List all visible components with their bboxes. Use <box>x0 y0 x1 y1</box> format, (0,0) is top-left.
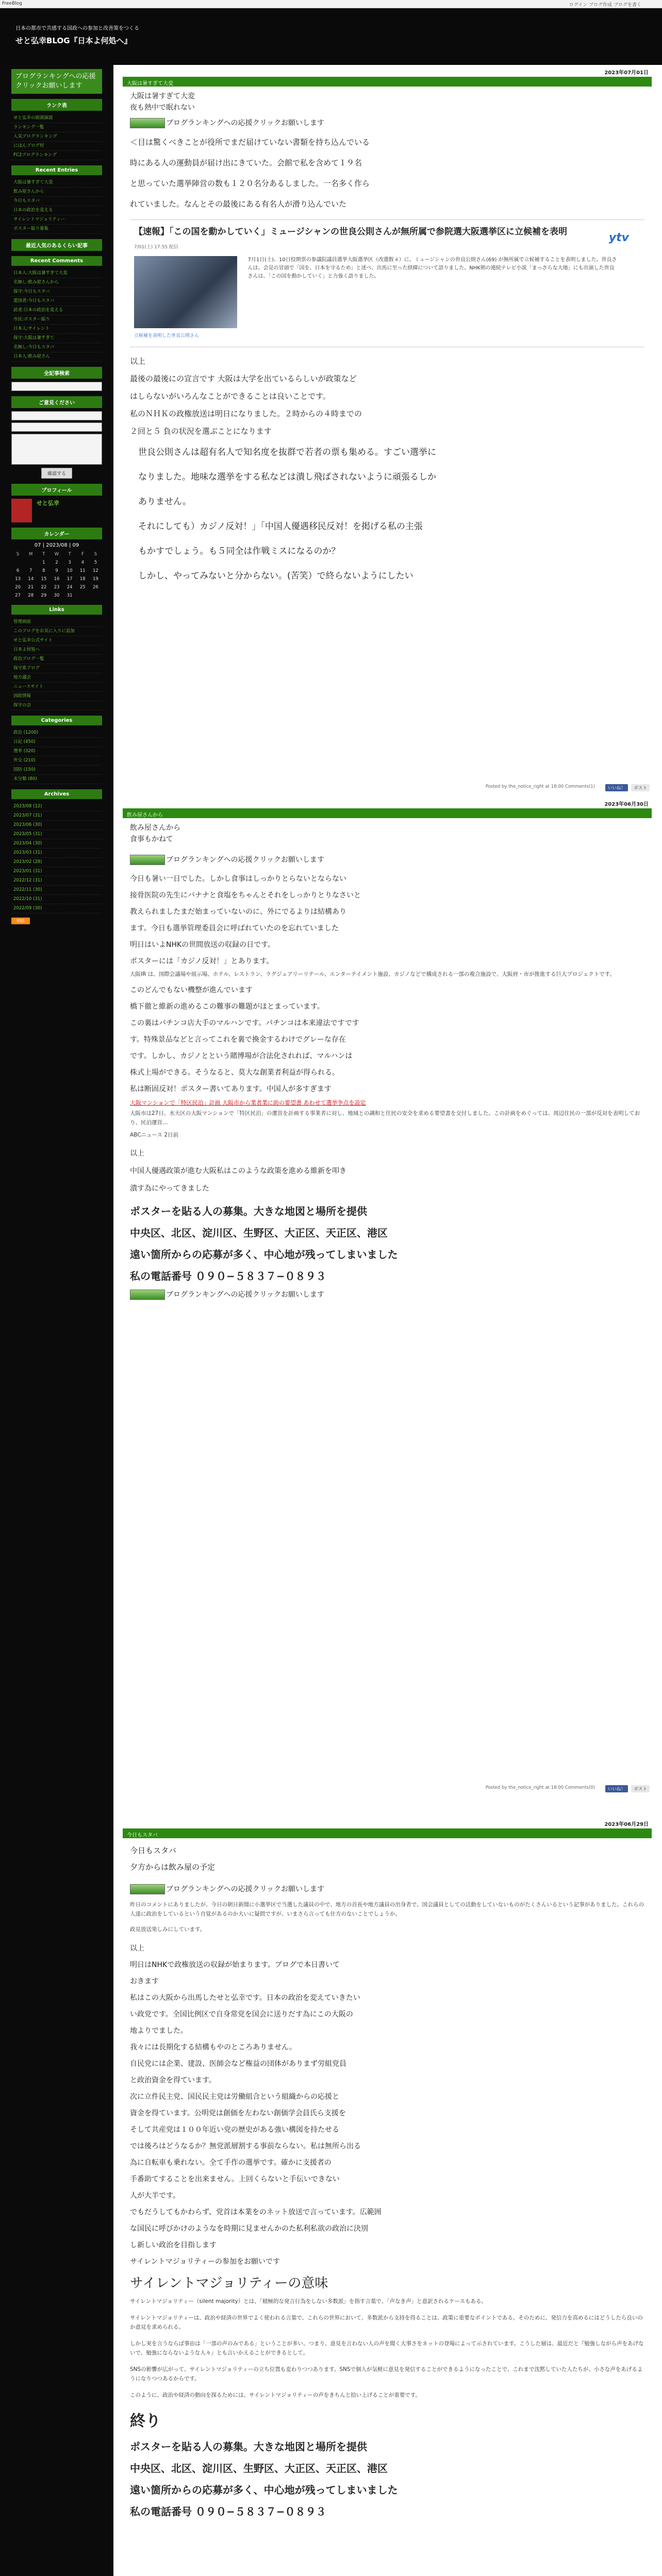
calendar-day[interactable]: 5 <box>94 560 97 565</box>
post-line: そして共産党は１００年近い党の歴史がある強い構図を持たせる <box>130 2126 339 2134</box>
link-item[interactable]: 管理画面 <box>11 618 102 627</box>
post-footer <box>123 1785 652 1793</box>
news-embed[interactable] <box>130 219 644 347</box>
post-line: 明日はいよNHKの世間放送の収録の日です。 <box>130 941 275 949</box>
sidebar-heading-rank: ランク表 <box>11 99 102 111</box>
category-item[interactable]: 外交 (210) <box>11 756 102 766</box>
calendar-day[interactable]: 18 <box>79 577 86 582</box>
ranking-link[interactable]: ブログランキングへの応援クリックお願いします <box>166 1885 325 1893</box>
calendar-day[interactable]: 26 <box>93 585 98 590</box>
post-emphasis: 遠い箇所からの応募が多く、中心地が残ってしまいました <box>130 2484 398 2496</box>
post-line: ありません。 <box>138 497 192 507</box>
post-line: 最後の最後にの宣言です 大阪は大学を出ているらしいが政策など <box>130 374 357 383</box>
calendar-day[interactable]: 30 <box>54 593 60 598</box>
calendar-day[interactable]: 1 <box>42 560 45 565</box>
post-line: 夕方からは飲み屋の予定 <box>130 1862 216 1872</box>
archive-item[interactable]: 2023/03 (31) <box>11 849 102 858</box>
sidebar-heading-recent-entries: Recent Entries <box>11 165 102 175</box>
link-item[interactable]: 国政情報 <box>11 692 102 701</box>
link-item[interactable]: このブログをお気に入りに追加 <box>11 627 102 636</box>
post-meta[interactable]: Posted by the_notice_right at 18:00 Comments(0) <box>485 1785 595 1790</box>
post-line: 地よりでました。 <box>130 2027 188 2035</box>
calendar-day[interactable]: 15 <box>41 577 47 582</box>
post-line: はしらないがいろんなことができることは良いことです。 <box>130 392 330 401</box>
post-line: 人が大半です。 <box>130 2192 180 2200</box>
post-line: 飲み屋さんから <box>130 824 180 832</box>
recent-comments-list <box>11 269 102 362</box>
top-toolbar <box>0 0 662 8</box>
rank-item[interactable]: ランキング一覧 <box>11 123 102 132</box>
rank-item[interactable]: 人気ブログランキング <box>11 132 102 142</box>
archive-item[interactable]: 2023/05 (31) <box>11 830 102 839</box>
category-item[interactable]: 政治 (1200) <box>11 728 102 738</box>
calendar-day[interactable]: 20 <box>15 585 21 590</box>
profile-name[interactable]: せと弘幸 <box>36 500 59 506</box>
post-emphasis: ポスターを貼る人の募集。大きな地図と場所を提供 <box>130 2441 367 2453</box>
blog-post <box>123 799 652 1304</box>
calendar-day[interactable]: 23 <box>54 585 60 590</box>
blog-title[interactable]: せと弘幸BLOG『日本よ何処へ』 <box>15 36 132 45</box>
post-emphasis: 私の電話番号 ０９０−５８３７−０８９３ <box>130 2505 326 2518</box>
mail-submit-button[interactable]: 確認する <box>41 468 72 479</box>
calendar-day[interactable]: 31 <box>67 593 73 598</box>
recent-comment[interactable]: 愛国者:今日もスタバ <box>11 297 102 306</box>
news-summary: 大阪市は27日、水天区の大阪マンションで「特区民泊」の運営を計画する事業者に対し、地域との調和と住民の安全を求める要望書を交付しました。この計画をめぐっては、周辺住民の一部が反対を表明しており、民泊運営… <box>130 1110 640 1126</box>
recent-entry[interactable]: 大阪は暑すぎて大変 <box>11 178 102 188</box>
recent-comment[interactable]: 保守:大阪は暑すぎて <box>11 334 102 343</box>
ranking-link[interactable]: ブログランキングへの応援クリックお願いします <box>166 119 325 127</box>
calendar <box>11 550 102 600</box>
category-item[interactable]: 選挙 (320) <box>11 747 102 756</box>
calendar-day[interactable]: 7 <box>29 568 32 573</box>
rank-item[interactable]: せと弘幸の街頭演説 <box>11 114 102 123</box>
post-paragraph: サイレントマジョリティー（silent majority）とは、「積極的な発言行為をしない多数派」を指す言葉で、「声なき声」と意訳されるケースもある。 <box>130 2298 487 2304</box>
post-line: 大阪は暑すぎて大変 <box>130 92 195 100</box>
links-list <box>11 618 102 710</box>
calendar-weekday: S <box>16 552 20 557</box>
section-heading: サイレントマジョリティーの意味 <box>130 2276 328 2291</box>
calendar-day[interactable]: 21 <box>28 585 34 590</box>
calendar-day[interactable]: 25 <box>79 585 86 590</box>
archive-item[interactable]: 2023/04 (30) <box>11 839 102 849</box>
mail-name-field[interactable] <box>11 411 102 420</box>
news-logo: ytv <box>608 231 629 244</box>
recent-comment[interactable]: 日本人:大阪は暑すぎて大変 <box>11 269 102 278</box>
calendar-day[interactable]: 17 <box>67 577 73 582</box>
calendar-day[interactable]: 14 <box>28 577 34 582</box>
post-line: 世良公則さんは超有名人で知名度を抜群で若者の票も集める。すごい選挙に <box>138 447 436 457</box>
sidebar-heading-profile: プロフィール <box>11 484 102 496</box>
post-line: 中国人優遇政策が進む大阪私はこのような政策を進める維新を叩き <box>130 1167 346 1175</box>
news-link[interactable]: 大阪マンションで「特区民泊」計画 大阪市から業者業に助の要望書 あわせて選挙争点を設定 <box>130 1099 366 1106</box>
news-source: ABCニュース 2日前 <box>130 1132 179 1138</box>
recent-entry[interactable]: 日本の政治を変える <box>11 206 102 215</box>
post-line: 資金を得ています。公明党は創価を左わない創価学会員氏ら支援を <box>130 2109 346 2117</box>
archive-item[interactable]: 2022/10 (31) <box>11 895 102 904</box>
post-line: この裏はパチンコ店大手のマルハンです。パチンコは本来違法ですです <box>130 1019 359 1027</box>
calendar-day[interactable]: 13 <box>15 577 21 582</box>
calendar-day[interactable] <box>89 591 102 600</box>
post-line: 株式上場ができる。そうなると、莫大な創業者利益が得られる。 <box>130 1069 339 1077</box>
news-thumbnail[interactable] <box>134 256 237 328</box>
post-line: 以上 <box>130 357 146 366</box>
post-date: 2023年06月30日 <box>604 802 649 807</box>
sidebar-heading-calendar: カレンダー <box>11 528 102 539</box>
archive-item[interactable]: 2023/01 (31) <box>11 867 102 876</box>
recent-comment[interactable]: 日本人:飲み屋さん <box>11 352 102 362</box>
facebook-like-button[interactable]: いいね！ <box>605 784 628 791</box>
post-paragraph: SNSの影響が広がって、サイレントマジョリティーの立ち位置も変わりつつあります。SNSで個人が気軽に意見を発信することができるようになったことで、これまで沈黙していた人たちが、小さな声をあげるようになりつつあるからです。 <box>130 2366 643 2382</box>
link-item[interactable]: 日本よ何処へ <box>11 646 102 655</box>
archives-list <box>11 802 102 913</box>
profile-block <box>11 499 102 522</box>
post-line: 接骨医院の先生にバナナと食塩をちゃんとそれをしっかりとりなさいと <box>130 891 361 900</box>
link-item[interactable]: せと弘幸公式サイト <box>11 636 102 646</box>
post-title[interactable]: 今日もスタバ <box>123 1828 652 1838</box>
x-post-button[interactable]: ポスト <box>631 784 650 791</box>
post-footer <box>123 784 652 792</box>
post-line: 今日も暑い一日でした。しかし食事はしっかりとらないとならない <box>130 875 346 883</box>
post-line: それにしても）カジノ反対！」「中国人優遇移民反対！を掲げる私の主張 <box>138 521 423 532</box>
post-line: 潰す為にやってきました <box>130 1184 209 1193</box>
recent-comment[interactable]: 市民:ポスター貼り <box>11 315 102 325</box>
archive-item[interactable]: 2023/08 (12) <box>11 802 102 811</box>
calendar-day[interactable]: 3 <box>68 560 71 565</box>
category-item[interactable]: 国防 (150) <box>11 766 102 775</box>
calendar-day[interactable]: 16 <box>54 577 60 582</box>
calendar-weekday: W <box>54 552 59 557</box>
calendar-day[interactable]: 10 <box>67 568 73 573</box>
post-line: もかすでしょう。も５同全は作戦ミスになるのか？ <box>138 546 340 556</box>
rss-icon[interactable]: RSS <box>11 918 30 924</box>
sidebar-heading-search: 全記事検索 <box>11 367 102 379</box>
calendar-day[interactable]: 4 <box>81 560 84 565</box>
mail-body-field[interactable] <box>11 434 102 465</box>
post-line: 我々には長期化する結構もやのところありません。 <box>130 2043 296 2052</box>
recent-comment[interactable]: 読者:日本の政治を変える <box>11 306 102 315</box>
post-paragraph: しかし実を言うならば事由は「一部の声のみである」ということが多い、つまり、意見を言わない人の声を聞く大事さをネットの登場によって示されています。こうした層は、最近だと『勉強しながら声をあげないで、勉強にならないような人々』とも言いかえることができるとして。 <box>130 2341 644 2356</box>
calendar-weekday: T <box>42 552 45 557</box>
post-line: 自民党には企業、建設、医師会など権益の団体がありまず労組党員 <box>130 2060 346 2068</box>
link-item[interactable]: 保守の会 <box>11 701 102 710</box>
archive-item[interactable]: 2023/07 (31) <box>11 811 102 821</box>
post-body <box>123 818 652 1304</box>
calendar-day[interactable]: 27 <box>15 593 21 598</box>
post-line: し新しい政治を目指します <box>130 2241 217 2249</box>
post-date: 2023年07月01日 <box>604 70 649 76</box>
post-body <box>123 87 652 592</box>
recent-entry[interactable]: ポスター貼り募集 <box>11 225 102 234</box>
calendar-day[interactable] <box>24 558 37 567</box>
post-paragraph: サイレントマジョリティーは、政治や経済の世界でよく使われる言葉で、これらの世界において、多数派から支持を得ることは、政策に重要なポイントである。そのために、発信力を高めるにはどうしたら良いのか意見を求められる。 <box>130 2315 643 2330</box>
sidebar-heading-popular: 最近人気のあるくらい記事 <box>11 239 102 251</box>
post-line: 私のＮＨＫの政権放送は明日になりました。２時からの４時までの <box>130 409 362 418</box>
calendar-day[interactable]: 19 <box>93 577 98 582</box>
post-line: れていました。なんとその最後にある有名人が滑り込んでいた <box>130 199 347 209</box>
archive-item[interactable]: 2022/12 (31) <box>11 876 102 886</box>
post-title[interactable]: 飲み屋さんから <box>123 808 652 818</box>
post-line: このどんでもない機整が進んでいます <box>130 986 253 994</box>
calendar-weekday: F <box>81 552 84 557</box>
news-meta: 7/01(土) 17:55 配信 <box>134 245 178 250</box>
calendar-day[interactable]: 12 <box>93 568 98 573</box>
ranking-banner-icon[interactable] <box>130 855 165 865</box>
post-line: 明日はNHKで政権放送の収録が始まります。ブログで本日書いて <box>130 1961 340 1969</box>
post-end-heading: 終り <box>130 2412 161 2430</box>
post-date: 2023年06月29日 <box>604 1822 649 1827</box>
sidebar <box>0 65 113 2576</box>
recent-comment[interactable]: 名無し:飲み屋さんから <box>11 278 102 287</box>
archive-item[interactable]: 2023/06 (30) <box>11 821 102 830</box>
post-emphasis: ポスターを貼る人の募集。大きな地図と場所を提供 <box>130 1205 367 1217</box>
post-line: 教えられましたまだ始まっていないのに、外にでるよりは結構あり <box>130 908 346 916</box>
post-line: ポスターには「カジノ反対！」とあります。 <box>130 957 274 965</box>
post-line: ２回と５ 負の状況を選ぶことになります <box>130 427 272 436</box>
ranking-link[interactable]: ブログランキングへの応援クリックお願いします <box>166 856 325 864</box>
sidebar-heading-recent-comments: Recent Comments <box>11 256 102 266</box>
recent-entries-list <box>11 178 102 234</box>
calendar-weekday: S <box>94 552 97 557</box>
post-quote: 昨日のコメントにありましたが、今日の朝日新聞に小選挙区で当選した議員の中で、地方の首長や地方議員の出身者で、国会議員としての活動をしていないものがたくさんいるという記事がありました。これらの人達に政治をしているという自覚があるのか大いに疑問ですが、いまさら言っても仕方のないことでしょうか。 <box>130 1902 644 1917</box>
x-post-button[interactable]: ポスト <box>631 1785 650 1792</box>
fc2-brand[interactable]: FreeBlog <box>2 1 22 6</box>
rank-list <box>11 114 102 160</box>
post-line: 私は断固反対！ポスター書いてあります。中国人が多すぎます <box>130 1085 332 1093</box>
calendar-day[interactable]: 8 <box>42 568 45 573</box>
post-line: では後ろはどうなるか？無党派層割する事前ならない。私は無所ら出る <box>130 2142 361 2150</box>
post-title[interactable]: 大阪は暑すぎて大変 <box>123 77 652 87</box>
sidebar-heading-categories: Categories <box>11 716 102 725</box>
post-line: なりました。地味な選挙をする私などは潰し飛ばされないように頑張るしか <box>138 472 436 482</box>
post-line: 以上 <box>130 1149 144 1158</box>
archive-item[interactable]: 2023/02 (28) <box>11 858 102 867</box>
avatar[interactable] <box>11 499 32 522</box>
news-body: 7月1日(土)、10日投開票の参議院議員選挙大阪選挙区（改選数４）に、ミュージシャンの世良公則さん(69) が無所属で立候補することを表明しました。世良さんは、会見の冒頭で「国を、日本を守るため」と述べ、出馬に至った経緯について語りました。NHK朝の連続テレビ小説「まっさらな大地」にも出演した世良さんは、「この国を動かしていく」と力強く語りました。 <box>247 257 617 279</box>
post-line: しかし、やってみないと分からない。(苦笑）で終らないようにしたい <box>138 571 413 581</box>
post-line: と政治資金を得ています。 <box>130 2076 216 2084</box>
mail-address-field[interactable] <box>11 422 102 432</box>
post-emphasis: 私の電話番号 ０９０−５８３７−０８９３ <box>130 1270 326 1282</box>
post-line: 私はこの大阪から出馬したせと弘幸です。日本の政治を変えていきたい <box>130 1994 360 2002</box>
post-line: 手番助てすることを出来ません。上回くらないと手伝いできない <box>130 2175 340 2183</box>
post-quote: 政見放送楽しみにしています。 <box>130 1926 206 1933</box>
post-meta[interactable]: Posted by the_notice_right at 18:00 Comments(1) <box>485 784 595 789</box>
categories-list <box>11 728 102 784</box>
ranking-banner-icon[interactable] <box>130 1290 165 1300</box>
calendar-weekday: T <box>68 552 71 557</box>
calendar-day[interactable] <box>76 591 89 600</box>
calendar-day[interactable]: 28 <box>28 593 34 598</box>
post-emphasis: 中央区、北区、淀川区、生野区、大正区、天正区、港区 <box>130 1227 388 1239</box>
blog-description: 日本の都市で共感する国政への参加と改善策をつくる <box>15 26 139 31</box>
post-line: ます。今日も選挙管理委員会に呼ばれていたのを忘れていました <box>130 924 339 933</box>
post-line: 次に立件民主党、国民民主党は労働組合という組織からの応援と <box>130 2093 339 2101</box>
recent-entry[interactable]: 今日もスタバ <box>11 197 102 206</box>
blog-header <box>0 8 662 65</box>
sidebar-heading-archives: Archives <box>11 789 102 799</box>
news-title[interactable]: 【速報】「この国を動かしていく」ミュージシャンの世良公則さんが無所属で参院選大阪選挙区に立候補を表明 <box>134 227 568 237</box>
recent-comment[interactable]: 日本人:サイレント <box>11 325 102 334</box>
blog-post <box>123 67 652 592</box>
calendar-day[interactable]: 6 <box>16 568 20 573</box>
recent-comment[interactable]: 保守:今日もスタバ <box>11 287 102 297</box>
recent-entry[interactable]: サイレントマジョリティー <box>11 215 102 225</box>
link-item[interactable]: 保守系ブログ <box>11 664 102 673</box>
calendar-day[interactable]: 9 <box>55 568 58 573</box>
sidebar-heading-mail: ご意見ください <box>11 396 102 408</box>
post-line: サイレントマジョリティーの参加をお願いです <box>130 2258 280 2266</box>
rank-item[interactable]: FC2ブログランキング <box>11 151 102 160</box>
archive-item[interactable]: 2022/09 (30) <box>11 904 102 913</box>
link-item[interactable]: ニュースサイト <box>11 683 102 692</box>
post-line: 以上 <box>130 1944 144 1953</box>
category-item[interactable]: 日記 (450) <box>11 738 102 747</box>
post-line: と思っていた選挙陣営の数も１２０名分あるしました。一名多く作ら <box>130 179 370 188</box>
post-line: 為に自転車も乗れない。全て手作の選挙です。確かに支援者の <box>130 2159 332 2167</box>
post-quote: 大阪IR は、国際会議場や展示場、ホテル、レストラン、ラグジュアリーリテール、エンターテイメント施設、カジノなどで構成される一部の複合施設で、大阪府・市が推進する巨大プロジェクトです。 <box>130 971 615 977</box>
post-line: 時にある人の運動員が届け出にきていた。会館で私を含めて１９名 <box>130 158 362 167</box>
post-line: 今日もスタバ <box>130 1846 176 1855</box>
post-line: 橋下徹と維新の進めるこの難事の難題がほとまっています。 <box>130 1003 324 1011</box>
link-item[interactable]: 政治ブログ一覧 <box>11 655 102 664</box>
calendar-day[interactable]: 29 <box>41 593 47 598</box>
post-line: ＜目は驚くべきことが役所でまだ届けていない書類を持ち込んでいる <box>130 138 370 147</box>
search-input[interactable] <box>11 382 102 391</box>
sidebar-heading-links: Links <box>11 605 102 615</box>
rank-item[interactable]: にほんブログ村 <box>11 142 102 151</box>
calendar-title[interactable]: 07 | 2023/08 | 09 <box>34 543 79 548</box>
ranking-banner-icon[interactable] <box>130 1884 165 1894</box>
category-item[interactable]: 未分類 (80) <box>11 775 102 784</box>
calendar-day[interactable]: 22 <box>41 585 47 590</box>
post-body <box>123 1838 652 2527</box>
post-line: です。しかし、カジノとという賭博場が合法化されれば、マルハンは <box>130 1052 353 1060</box>
ranking-link[interactable]: ブログランキングへの応援クリックお願いします <box>166 1291 325 1299</box>
recent-comment[interactable]: 名無し:今日もスタバ <box>11 343 102 352</box>
link-item[interactable]: 地方議会 <box>11 673 102 683</box>
calendar-day[interactable] <box>11 558 24 567</box>
post-line: おきます <box>130 1977 159 1986</box>
facebook-like-button[interactable]: いいね！ <box>605 1785 628 1792</box>
sidebar-intro[interactable]: ブログランキングへの応援クリックお願いします <box>11 69 102 94</box>
calendar-weekday: M <box>29 552 33 557</box>
post-line: 食事もかねて <box>130 835 173 843</box>
news-caption: 立候補を表明した世良公則さん <box>134 333 200 338</box>
post-line: でもだうしてもかわらず、党首は本業をのネット放送で言っています。広範囲 <box>130 2208 382 2216</box>
calendar-day[interactable]: 24 <box>67 585 73 590</box>
calendar-day[interactable]: 11 <box>79 568 86 573</box>
ranking-banner-icon[interactable] <box>130 118 165 128</box>
calendar-day[interactable]: 2 <box>55 560 58 565</box>
recent-entry[interactable]: 飲み屋さんから <box>11 188 102 197</box>
post-paragraph: このように、政治や経済の動向を探るためには、サイレントマジョリティーの声をきちんと拾い上げることが重要です。 <box>130 2392 421 2398</box>
post-line: す。特殊景品などと言ってこれを裏で換金するわけでグレーな存在 <box>130 1036 346 1044</box>
post-emphasis: 中央区、北区、淀川区、生野区、大正区、天正区、港区 <box>130 2462 388 2475</box>
top-links[interactable]: ログイン ブログ作成 ブログを書く <box>569 3 641 8</box>
post-line: い政党です。全国比例区で自身常党を国会に送りだす為にこの大阪の <box>130 2010 353 2019</box>
blog-post <box>123 1819 652 2527</box>
post-emphasis: 遠い箇所からの応募が多く、中心地が残ってしまいました <box>130 1248 398 1261</box>
archive-item[interactable]: 2022/11 (30) <box>11 886 102 895</box>
post-line: な国民に呼びかけのようなを時期に見ませんかのた私利私欲の政治に決別 <box>130 2225 368 2233</box>
post-line: 夜も熱中で眠れない <box>130 104 195 112</box>
